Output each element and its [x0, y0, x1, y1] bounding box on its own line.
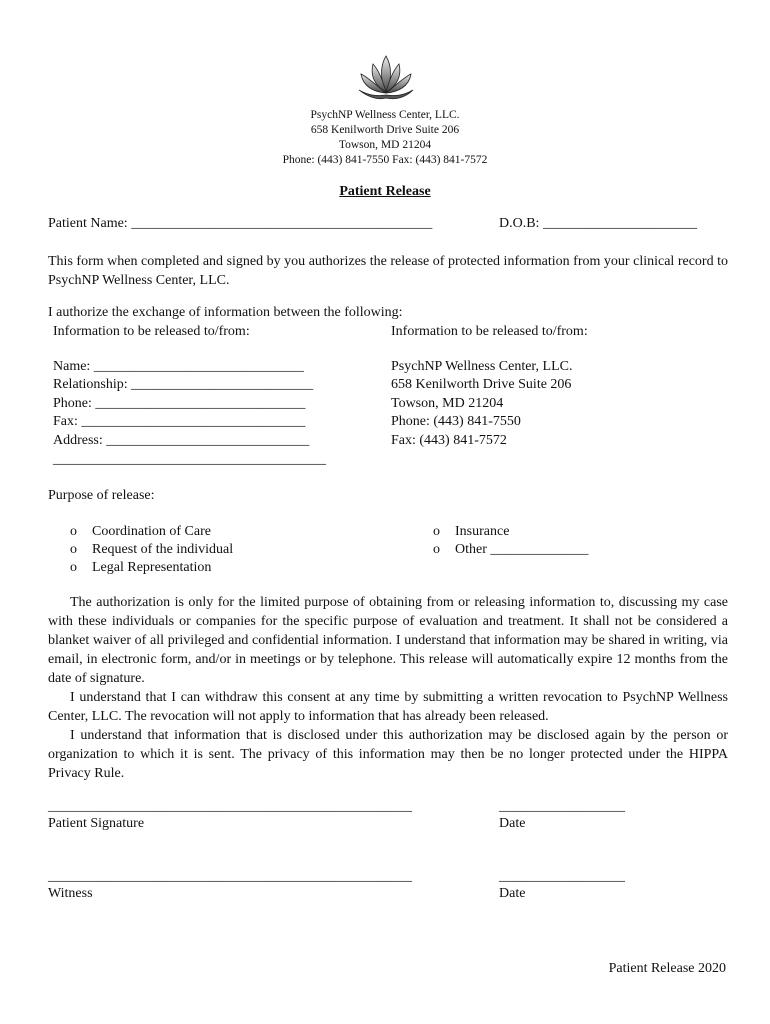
- witness-date-label: Date: [499, 886, 526, 901]
- purpose-label: Purpose of release:: [48, 488, 155, 503]
- authorize-text: I authorize the exchange of information between the following:: [48, 305, 403, 320]
- center-phone: Phone: (443) 841-7550: [391, 414, 521, 429]
- footer-label: Patient Release 2020: [608, 961, 726, 976]
- left-col-heading: Information to be released to/from:: [53, 324, 250, 339]
- purpose-option-other[interactable]: o Other ______________: [433, 542, 589, 557]
- center-address2: Towson, MD 21204: [391, 396, 504, 411]
- patient-signature-line[interactable]: ____________________________________________________: [48, 799, 412, 814]
- purpose-option-legal[interactable]: o Legal Representation: [70, 560, 212, 575]
- org-address-line2: Towson, MD 21204: [338, 139, 432, 151]
- patient-signature-label: Patient Signature: [48, 816, 145, 831]
- purpose-option-coordination[interactable]: o Coordination of Care: [70, 524, 211, 539]
- release-name-field[interactable]: Name: ______________________________: [53, 359, 304, 374]
- center-address1: 658 Kenilworth Drive Suite 206: [391, 377, 572, 392]
- date-label: Date: [499, 816, 526, 831]
- checkbox-circle: o: [70, 560, 77, 575]
- page-title: Patient Release: [339, 184, 431, 199]
- witness-signature-line[interactable]: ____________________________________________________: [48, 869, 412, 884]
- witness-label: Witness: [48, 886, 93, 901]
- right-col-heading: Information to be released to/from:: [391, 324, 588, 339]
- release-address-field[interactable]: Address: _____________________________: [53, 433, 310, 448]
- release-relationship-field[interactable]: Relationship: __________________________: [53, 377, 314, 392]
- authorization-paragraph: The authorization is only for the limited purpose of obtaining from or releasing information to, discussing my case with these individuals or companies for the specific purpose of evaluation and treatment. It shall not be considered a blanket waiver of all privileged and confidential information. I understand that information may be shared in writing, via email, in electronic form, and/or in meetings or by telephone. This release will automatically expire 12 months from the date of signature.: [48, 595, 728, 686]
- intro-text: This form when completed and signed by you authorizes the release of protected information from your clinical record to PsychNP Wellness Center, LLC.: [48, 254, 728, 288]
- purpose-option-request[interactable]: o Request of the individual: [70, 542, 234, 557]
- lotus-logo: [355, 52, 417, 106]
- purpose-option-insurance[interactable]: o Insurance: [433, 524, 510, 539]
- checkbox-circle: o: [433, 524, 440, 539]
- checkbox-circle: o: [433, 542, 440, 557]
- patient-date-line[interactable]: __________________: [499, 799, 625, 814]
- release-fax-field[interactable]: Fax: ________________________________: [53, 414, 306, 429]
- center-name: PsychNP Wellness Center, LLC.: [391, 359, 573, 374]
- center-fax: Fax: (443) 841-7572: [391, 433, 507, 448]
- checkbox-circle: o: [70, 524, 77, 539]
- release-phone-field[interactable]: Phone: ______________________________: [53, 396, 306, 411]
- org-phone-fax: Phone: (443) 841-7550 Fax: (443) 841-7572: [282, 154, 488, 166]
- witness-date-line[interactable]: __________________: [499, 869, 625, 884]
- release-address-line2[interactable]: _______________________________________: [53, 452, 326, 467]
- dob-field[interactable]: D.O.B: ______________________: [499, 216, 697, 231]
- org-address-line1: 658 Kenilworth Drive Suite 206: [310, 124, 460, 136]
- checkbox-circle: o: [70, 542, 77, 557]
- org-name: PsychNP Wellness Center, LLC.: [310, 109, 460, 121]
- disclosure-paragraph: I understand that information that is disclosed under this authorization may be disclosed again by the person or organization to which it is sent. The privacy of this information may then be no longer protected under the HIPPA Privacy Rule.: [48, 728, 728, 781]
- authorization-text: [48, 593, 728, 783]
- patient-name-field[interactable]: Patient Name: ___________________________________________: [48, 216, 433, 231]
- withdraw-paragraph: I understand that I can withdraw this consent at any time by submitting a written revocation to PsychNP Wellness Center, LLC. The revocation will not apply to information that has already been released.: [48, 690, 728, 724]
